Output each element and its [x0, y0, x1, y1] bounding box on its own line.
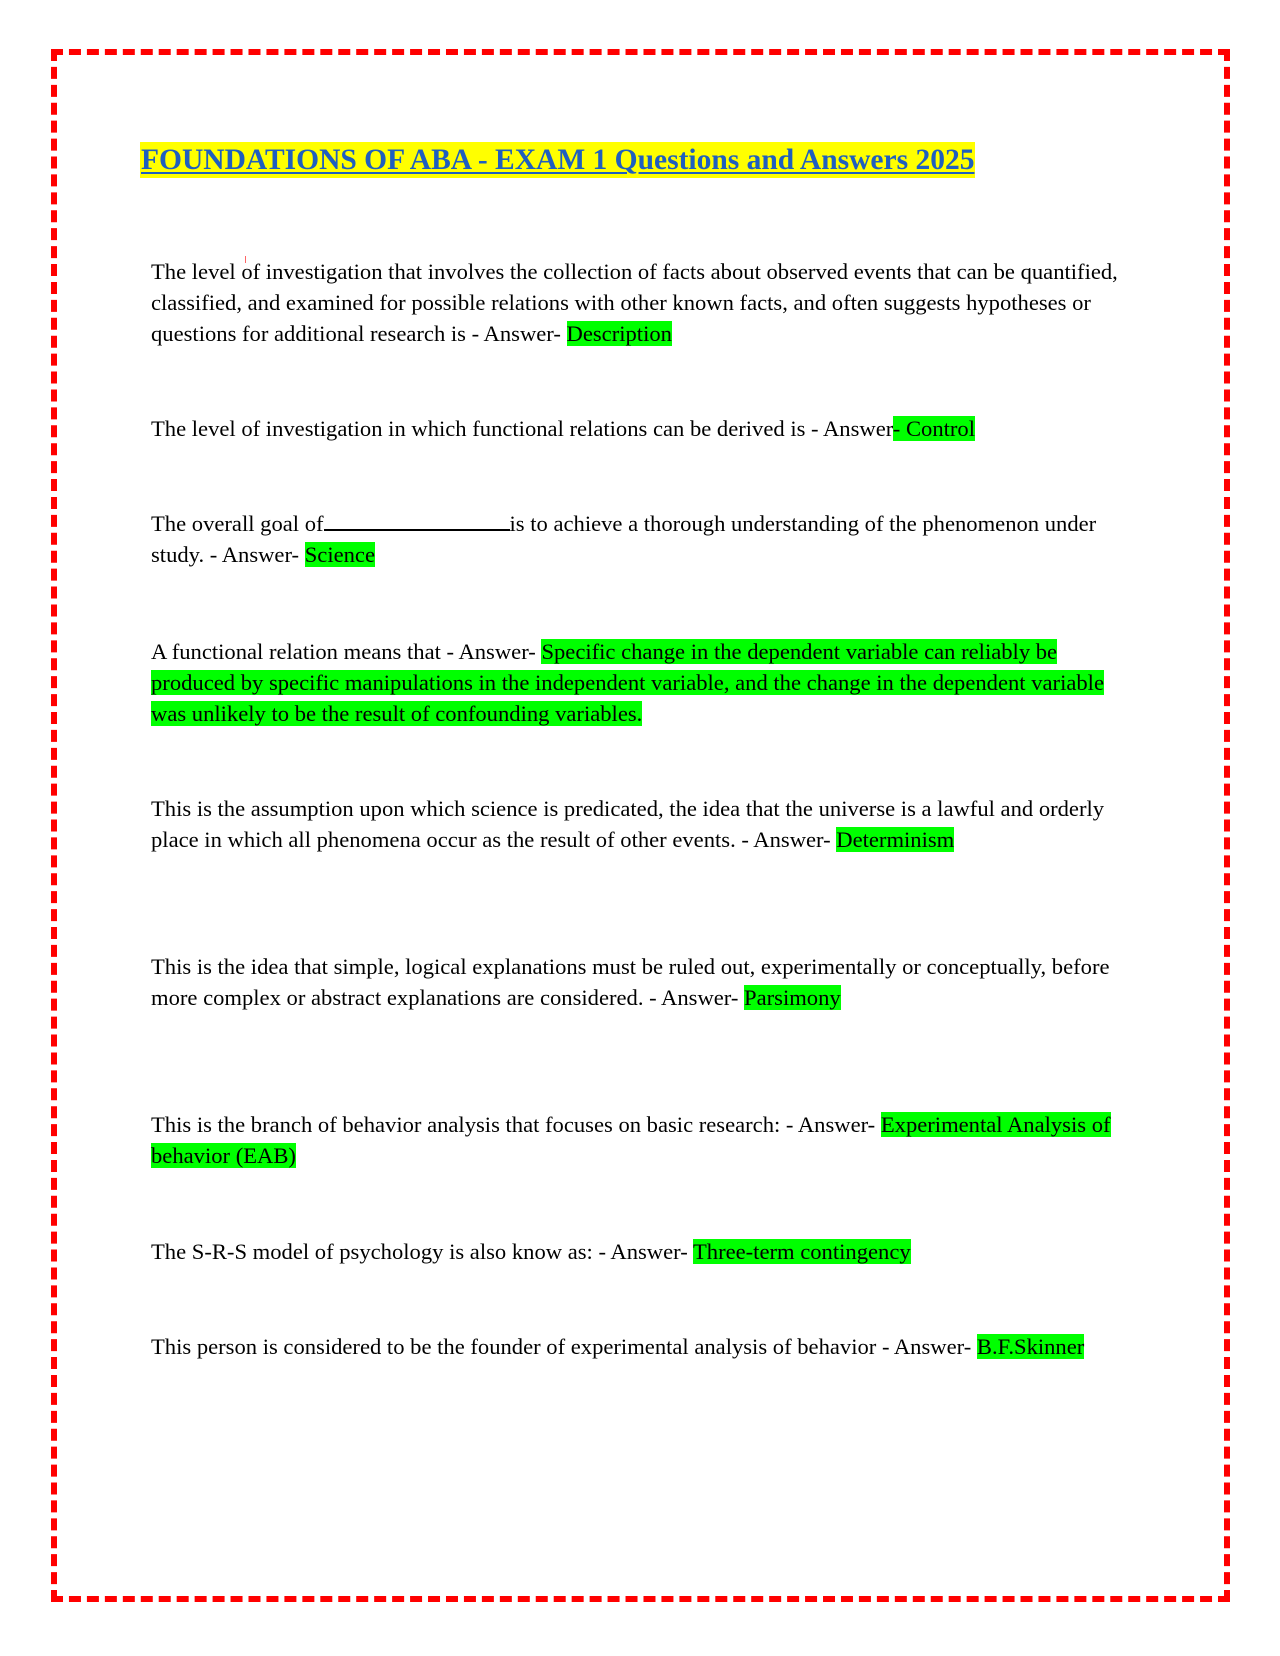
- answer-highlight: Specific change in the dependent variable can reliably be produced by specific manipulations in the independent variable, and the change in the dependent variable was unlikely to be the result of confounding variables.: [151, 639, 1104, 726]
- question-text: This is the assumption upon which science is predicated, the idea that the universe is a lawful and orderly place in which all phenomena occur as the result of other events. - Answer-: [151, 796, 1105, 852]
- answer-highlight: Description: [566, 321, 672, 346]
- question-text: This is the idea that simple, logical explanations must be ruled out, experimentally or conceptually, before more complex or abstract explanations are considered. - Answer-: [151, 954, 1110, 1010]
- qa-item-7: [151, 1109, 1141, 1171]
- qa-item-4: [151, 636, 1141, 729]
- question-text: The S-R-S model of psychology is also know as: - Answer-: [151, 1239, 693, 1264]
- qa-item-6: [151, 951, 1141, 1013]
- qa-item-5: [151, 793, 1141, 855]
- answer-highlight: Experimental Analysis of behavior (EAB): [151, 1112, 1111, 1168]
- qa-item-8: [151, 1236, 1141, 1267]
- question-text: The overall goal of: [151, 511, 324, 536]
- question-text: is to achieve a thorough understanding of the phenomenon under study. - Answer-: [151, 511, 1097, 567]
- question-text: The level of investigation in which functional relations can be derived is - Answer: [151, 416, 893, 441]
- question-text: A functional relation means that - Answer-: [151, 639, 542, 664]
- qa-item-9: [151, 1331, 1141, 1362]
- answer-highlight: Three-term contingency: [692, 1239, 911, 1264]
- document-title: [140, 140, 975, 180]
- fill-in-blank-line: [324, 510, 510, 531]
- answer-highlight: B.F.Skinner: [976, 1334, 1085, 1359]
- question-text: This person is considered to be the founder of experimental analysis of behavior - Answer-: [151, 1334, 977, 1359]
- answer-highlight: Determinism: [836, 827, 955, 852]
- qa-item-3: [151, 508, 1141, 570]
- answer-highlight: - Control: [892, 416, 976, 441]
- answer-highlight: Science: [304, 542, 375, 567]
- question-text: This is the branch of behavior analysis that focuses on basic research: - Answer-: [151, 1112, 881, 1137]
- qa-item-2: [151, 413, 1141, 444]
- question-text: The level of investigation that involves the collection of facts about observed events that can be quantified, classified, and examined for possible relations with other known facts, and often suggests hypotheses or questions for additional research is - Answer-: [151, 259, 1118, 346]
- answer-highlight: Parsimony: [744, 985, 841, 1010]
- qa-item-1: [151, 256, 1141, 349]
- title-highlight: FOUNDATIONS OF ABA - EXAM 1 Questions and Answers 2025: [141, 144, 975, 176]
